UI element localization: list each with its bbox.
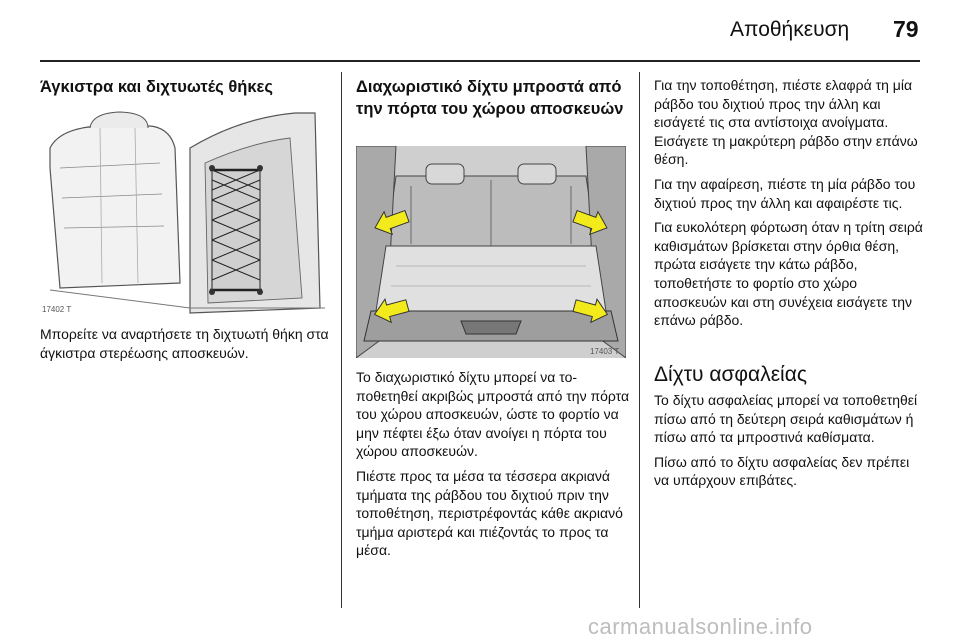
- paragraph: Για την αφαίρεση, πιέστε τη μία ράβδο του διχτιού προς την άλλη και αφαιρέστε τις.: [654, 175, 916, 211]
- right-column-text-safety: [654, 391, 924, 496]
- page-header-title: Αποθήκευση: [730, 18, 850, 41]
- section-heading-hooks: Άγκιστρα και διχτυωτές θήκες: [40, 78, 273, 96]
- paragraph: Πιέστε προς τα μέσα τα τέσσερα ακριανά τμήματα της ράβδου του διχτιού πριν την τοποθέτηση, περιστρέφοντάς κάθε ακριανό τμήμα αριστερά και πιέζοντάς το προς τα μέσα.: [356, 467, 623, 559]
- figure-load-compartment-net: [356, 146, 626, 358]
- paragraph: Το δίχτυ ασφαλείας μπορεί να τοποθετηθεί πίσω από τη δεύτερη σειρά καθισμάτων ή πίσω από τα μπροστινά καθίσματα.: [654, 392, 918, 446]
- column-divider-left: [341, 72, 342, 608]
- paragraph: Για ευκολότερη φόρτωση όταν η τρίτη σειρά καθισμάτων βρίσκεται στην όρθια θέση, πρώτα εισάγετε την κάτω ράβδο, τοποθετήστε το φορτίο στο χώρο αποσκευών και στη συνέχεια εισάγετε την επάνω ράβδο.: [654, 219, 923, 329]
- paragraph: Για την τοποθέτηση, πιέστε ελαφρά τη μία ράβδο του διχτιού προς την άλλη και εισάγετέ τις στα αντίστοιχα ανοίγματα. Εισάγετε τη μακρύτερη ράβδο στην επάνω θέση.: [654, 77, 918, 168]
- right-column-text: [654, 76, 924, 336]
- section-heading-load-net: Διαχωριστικό δίχτυ μπροστά από την πόρτα του χώρου αποσκευών: [356, 78, 624, 118]
- paragraph: Το διαχωριστικό δίχτυ μπορεί να τοποθετηθεί ακριβώς μπροστά από την πόρτα του χώρου αποσκευών, ώστε το φορτίο να μην πέφτει έξω όταν ανοίγει η πόρτα του χώρου αποσκευών.: [356, 369, 630, 460]
- header-divider: [40, 60, 920, 62]
- paragraph: Πίσω από το δίχτυ ασφαλείας δεν πρέπει να υπάρχουν επιβάτες.: [654, 453, 910, 489]
- section-heading-safety-net: Δίχτυ ασφαλείας: [654, 363, 807, 386]
- figure-code-17402: 17402 T: [42, 305, 72, 314]
- figure-cargo-hooks-net: [40, 108, 325, 320]
- column-divider-right: [639, 72, 640, 608]
- watermark: carmanualsonline.info: [588, 614, 813, 639]
- page-number: 79: [893, 16, 919, 42]
- left-column-text: [40, 325, 330, 368]
- paragraph: Μπορείτε να αναρτήσετε τη διχτυωτή θήκη στα άγκιστρα στερέωσης αποσκευών.: [40, 326, 329, 361]
- middle-column-text: [356, 368, 631, 566]
- figure-code-17403: 17403 T: [590, 347, 620, 356]
